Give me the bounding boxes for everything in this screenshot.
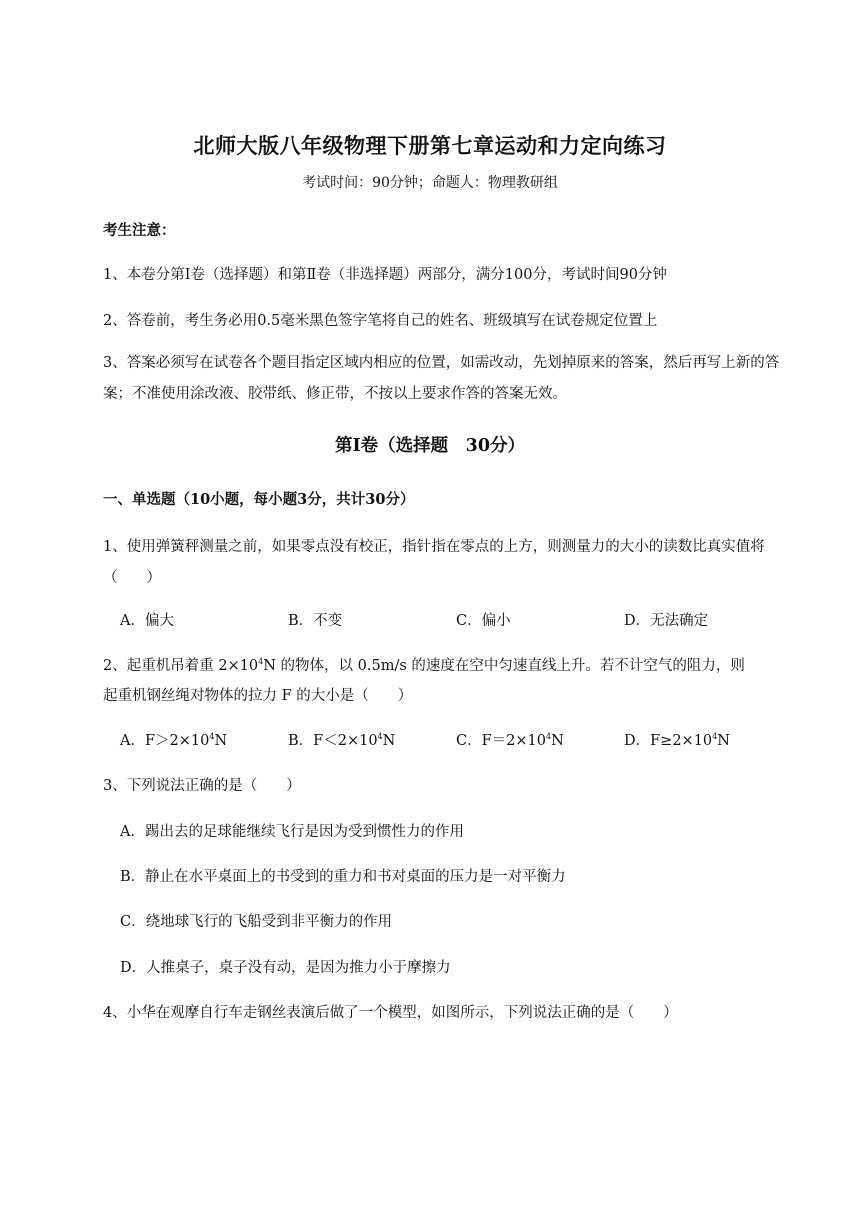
part-heading: 一、单选题（10小题，每小题3分，共计30分） bbox=[103, 491, 415, 508]
question-2-option-c: C．$F=2\times 10^4N$ bbox=[456, 732, 564, 749]
question-3-option-c: C．绕地球飞行的飞船受到非平衡力的作用 bbox=[120, 914, 393, 930]
notice-item-3: 3、答案必须写在试卷各个题目指定区域内相应的位置，如需改动，先划掉原来的答案，然后再写上新的答案；不准使用涂改液、胶带纸、修正带，不按以上要求作答的答案无效。 bbox=[103, 355, 780, 402]
page-title: 北师大版八年级物理下册第七章运动和力定向练习 bbox=[193, 133, 667, 158]
question-1-option-b: B．不变 bbox=[288, 613, 343, 629]
question-2-option-d: D．$F\ge 2\times 10^4N$ bbox=[624, 732, 730, 749]
question-1-option-a: A．偏大 bbox=[120, 613, 174, 629]
notice-item-2: 2、答卷前，考生务必用0.5毫米黑色签字笔将自己的姓名、班级填写在试卷规定位置上 bbox=[103, 313, 658, 329]
notice-item-1: 1、本卷分第Ⅰ卷（选择题）和第Ⅱ卷（非选择题）两部分，满分100分，考试时间90分钟 bbox=[103, 267, 667, 283]
question-4-stem: 4、小华在观摩自行车走钢丝表演后做了一个模型，如图所示，下列说法正确的是（ ） bbox=[103, 1005, 678, 1021]
question-3-option-b: B．静止在水平桌面上的书受到的重力和书对桌面的压力是一对平衡力 bbox=[120, 869, 566, 885]
question-2-stem-line-2: 起重机钢丝绳对物体的拉力 F 的大小是（ ） bbox=[103, 688, 413, 704]
question-2-option-b: B．$F<2\times 10^4N$ bbox=[288, 732, 396, 749]
question-1-stem: 1、使用弹簧秤测量之前，如果零点没有校正，指针指在零点的上方，则测量力的大小的读数比真实值将（ ） bbox=[103, 539, 765, 586]
question-3-option-d: D．人推桌子，桌子没有动，是因为推力小于摩擦力 bbox=[120, 960, 451, 976]
question-3-stem: 3、下列说法正确的是（ ） bbox=[103, 778, 301, 794]
question-2-option-a: A．$F>2\times 10^4N$ bbox=[120, 732, 228, 749]
question-1-option-c: C．偏小 bbox=[456, 613, 511, 629]
question-1-option-d: D．无法确定 bbox=[624, 613, 709, 629]
question-3-option-a: A．踢出去的足球能继续飞行是因为受到惯性力的作用 bbox=[120, 824, 464, 840]
question-2-stem-line-1: 2、起重机吊着重 $2\times 10^4N$ 的物体，以 0.5m/s 的速度在空中匀速直线上升。若不计空气的阻力，则 bbox=[103, 657, 745, 674]
section-title: 第Ⅰ卷（选择题 30分） bbox=[334, 436, 526, 456]
exam-info: 考试时间：90分钟；命题人：物理教研组 bbox=[302, 175, 558, 191]
notice-heading: 考生注意： bbox=[103, 222, 176, 239]
